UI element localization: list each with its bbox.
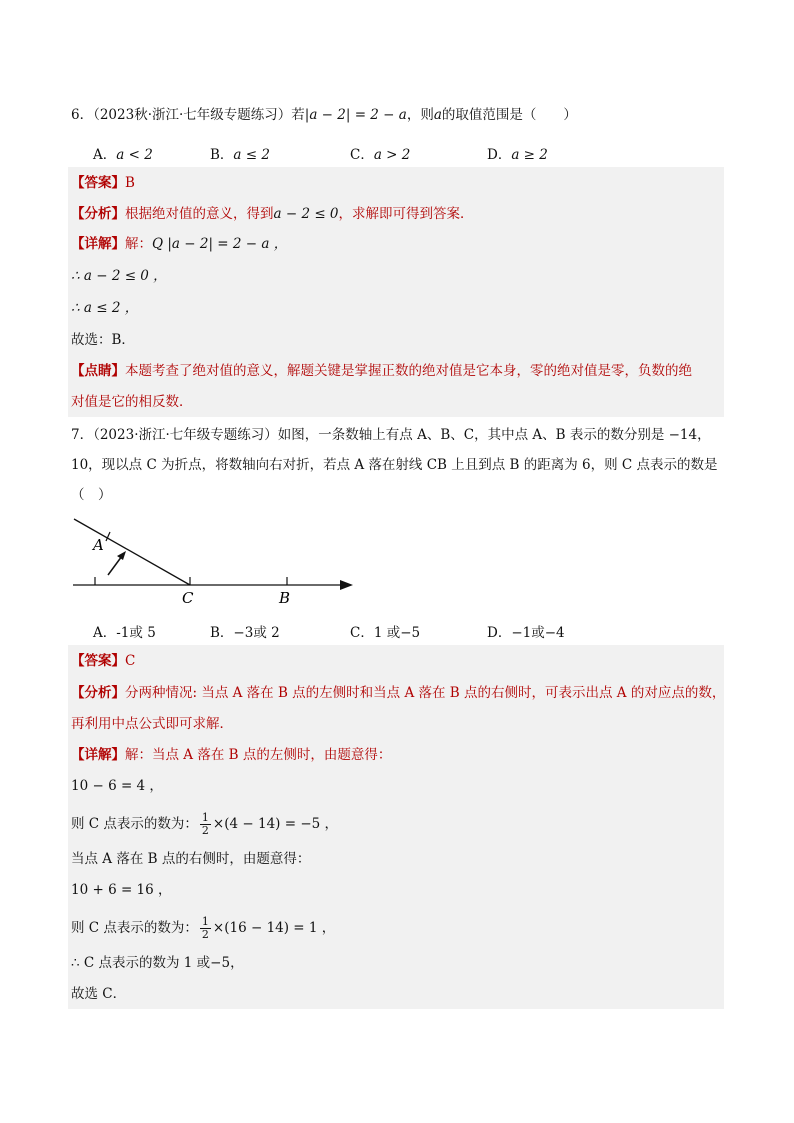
q7-conclusion: 故选 C．: [71, 986, 127, 1002]
q7-step-1: 10 − 6 = 4 ，: [71, 778, 163, 794]
question-7-choices: [93, 621, 587, 641]
q6-step-1: ∴ a − 2 ≤ 0 ，: [71, 268, 167, 284]
question-7-stem-line-1: 7．（2023·浙江·七年级专题练习）如图，一条数轴上有点 A、B、C，其中点 A、B 表示的数分别是 −14，: [71, 427, 711, 443]
q7-step-5: 则 C 点表示的数为： $\frac{1}{2}$ ×(16 − 14) = 1 ，: [71, 915, 336, 941]
choice-c[interactable]: C．1 或−5: [350, 625, 421, 641]
choice-a[interactable]: A．-1或 5: [93, 625, 156, 641]
fraction-half: $\frac{1}{2}$: [201, 915, 209, 941]
label-c: C: [182, 589, 194, 607]
choice-b[interactable]: B．−3或 2: [210, 625, 280, 641]
choice-b[interactable]: B．a ≤ 2: [210, 147, 270, 163]
question-6-choices: [93, 143, 587, 163]
question-7-stem-line-2: 10，现以点 C 为折点，将数轴向右对折，若点 A 落在射线 CB 上且到点 B 的距离为 6，则 C 点表示的数是: [71, 457, 718, 473]
q6-detail: 【详解】解：Q |a − 2| = 2 − a ，: [71, 236, 288, 252]
q7-step-3: 当点 A 落在 B 点的右侧时，由题意得：: [71, 851, 311, 867]
q6-conclusion: 故选：B．: [71, 332, 135, 348]
choice-a[interactable]: A．a < 2: [93, 147, 153, 163]
folded-ray: [74, 519, 190, 585]
q7-step-2: 则 C 点表示的数为： $\frac{1}{2}$ ×(4 − 14) = −5 ，: [71, 811, 339, 837]
choice-d[interactable]: D．a ≥ 2: [487, 147, 548, 163]
label-b: B: [279, 589, 291, 607]
q7-analysis-cont: 再利用中点公式即可求解．: [71, 716, 233, 732]
label-a: A: [93, 536, 104, 554]
number-line-figure: [68, 510, 368, 610]
choice-d[interactable]: D．−1或−4: [487, 625, 565, 641]
q7-step-6: ∴ C 点表示的数为 1 或−5，: [71, 955, 244, 971]
q7-detail: 【详解】解：当点 A 落在 B 点的左侧时，由题意得：: [71, 747, 392, 763]
choice-c[interactable]: C．a > 2: [350, 147, 411, 163]
q6-comment: 【点睛】本题考查了绝对值的意义，解题关键是掌握正数的绝对值是它本身，零的绝对值是零，负数的绝: [71, 363, 692, 379]
q6-step-2: ∴ a ≤ 2 ，: [71, 300, 139, 316]
q7-step-4: 10 + 6 = 16 ，: [71, 882, 172, 898]
q7-analysis: 【分析】分两种情况: 当点 A 落在 B 点的左侧时和当点 A 落在 B 点的右侧时，可表示出点 A 的对应点的数，: [71, 685, 726, 701]
number-line-arrowhead: [340, 580, 353, 590]
q7-answer: 【答案】C: [71, 653, 136, 669]
q6-comment-cont: 对值是它的相反数．: [71, 394, 193, 410]
question-6-stem: 6．（2023秋·浙江·七年级专题练习）若|a − 2| = 2 − a，则a的取值范围是（ ）: [71, 107, 577, 123]
fold-arrow-head: [117, 551, 126, 560]
question-7-stem-line-3: （ ）: [71, 487, 112, 503]
fraction-half: $\frac{1}{2}$: [201, 811, 209, 837]
fold-arrow: [108, 556, 122, 575]
q6-analysis: 【分析】根据绝对值的意义，得到a − 2 ≤ 0，求解即可得到答案．: [71, 206, 474, 222]
q6-answer: 【答案】B: [71, 175, 135, 191]
